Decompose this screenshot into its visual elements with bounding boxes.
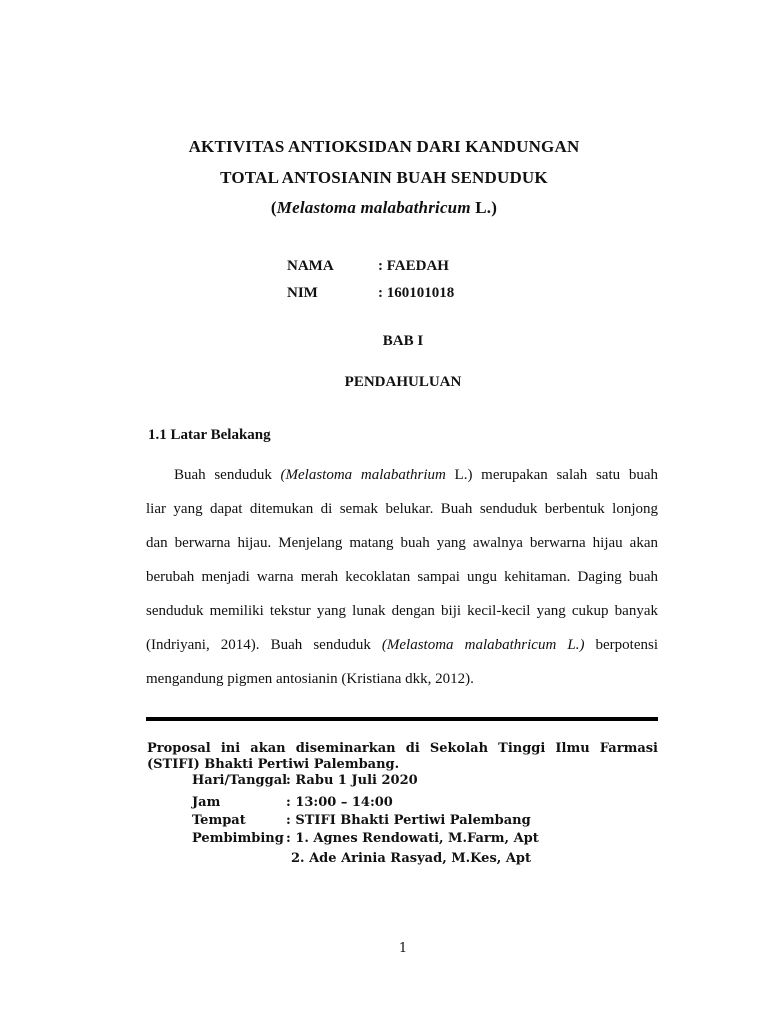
page-number: 1 <box>398 941 408 956</box>
proposal-notice: Proposal ini akan diseminarkan di Sekolah Tinggi Ilmu Farmasi (STIFI) Bhakti Pertiwi Palembang. <box>147 741 658 772</box>
nama-label: NAMA <box>287 258 334 274</box>
horizontal-rule <box>146 717 658 721</box>
chapter-number: BAB I <box>382 333 424 349</box>
paragraph-line: liar yang dapat ditemukan di semak belukar. Buah senduduk berbentuk lonjong <box>146 501 658 517</box>
nama-value: : FAEDAH <box>378 258 449 274</box>
seminar-advisor-2: 2. Ade Arinia Rasyad, M.Kes, Apt <box>291 851 531 866</box>
nim-value: : 160101018 <box>378 285 455 301</box>
section-heading: 1.1 Latar Belakang <box>148 427 271 443</box>
document-title-line-2: TOTAL ANTOSIANIN BUAH SENDUDUK <box>220 168 548 187</box>
seminar-advisor-1: Pembimbing : 1. Agnes Rendowati, M.Farm, Apt <box>192 831 539 846</box>
chapter-title: PENDAHULUAN <box>344 374 462 390</box>
paragraph-line: (Indriyani, 2014). Buah senduduk (Melastoma malabathricum L.) berpotensi <box>146 637 658 653</box>
paragraph-line: mengandung pigmen antosianin (Kristiana dkk, 2012). <box>146 671 474 687</box>
paragraph-line: berubah menjadi warna merah kecoklatan sampai ungu kehitaman. Daging buah <box>146 569 658 585</box>
background-paragraph <box>146 458 658 696</box>
paragraph-line: dan berwarna hijau. Menjelang matang buah yang awalnya berwarna hijau akan <box>146 535 658 551</box>
paragraph-line: Buah senduduk (Melastoma malabathrium L.) merupakan salah satu buah <box>174 467 658 483</box>
paragraph-line: senduduk memiliki tekstur yang lunak dengan biji kecil-kecil yang cukup banyak <box>146 603 658 619</box>
seminar-place: Tempat : STIFI Bhakti Pertiwi Palembang <box>192 813 531 828</box>
document-title-line-3: (Melastoma malabathricum L.) <box>270 198 498 217</box>
document-title-line-1: AKTIVITAS ANTIOKSIDAN DARI KANDUNGAN <box>188 137 580 156</box>
nim-label: NIM <box>287 285 318 301</box>
seminar-time: Jam : 13:00 – 14:00 <box>192 795 393 810</box>
seminar-date: Hari/Tanggal: Rabu 1 Juli 2020 <box>192 773 418 788</box>
species-name: Melastoma malabathricum <box>276 198 471 217</box>
